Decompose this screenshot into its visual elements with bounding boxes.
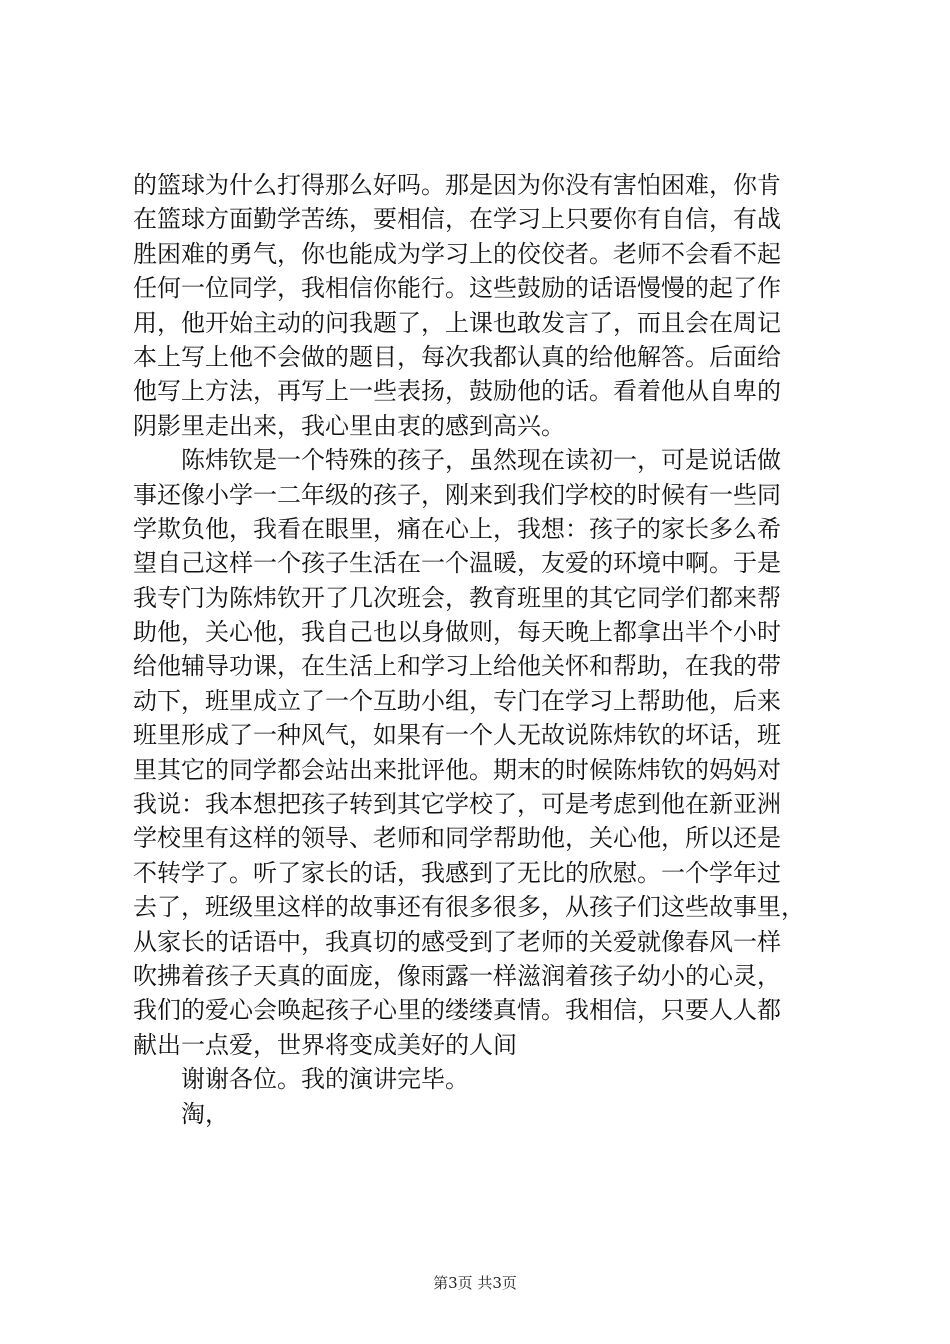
closing-line: 谢谢各位。我的演讲完毕。	[181, 1065, 469, 1094]
text-line: 胜困难的勇气，你也能成为学习上的佼佼者。老师不会看不起	[133, 239, 781, 268]
text-line: 我说：我本想把孩子转到其它学校了，可是考虑到他在新亚洲	[133, 790, 781, 819]
text-line: 学校里有这样的领导、老师和同学帮助他，关心他，所以还是	[133, 824, 781, 853]
text-line: 学欺负他，我看在眼里，痛在心上，我想：孩子的家长多么希	[133, 514, 781, 543]
text-line: 在篮球方面勤学苦练，要相信，在学习上只要你有自信，有战	[133, 205, 781, 234]
text-line: 任何一位同学，我相信你能行。这些鼓励的话语慢慢的起了作	[133, 274, 781, 303]
text-line: 从家长的话语中，我真切的感受到了老师的关爱就像春风一样	[133, 927, 781, 956]
text-line: 不转学了。听了家长的话，我感到了无比的欣慰。一个学年过	[133, 858, 781, 887]
closing-fragment-line: 淘，	[181, 1099, 229, 1128]
text-line: 用，他开始主动的问我题了，上课也敢发言了，而且会在周记	[133, 308, 781, 337]
text-line: 望自己这样一个孩子生活在一个温暖，友爱的环境中啊。于是	[133, 549, 781, 578]
text-line: 里其它的同学都会站出来批评他。期末的时候陈炜钦的妈妈对	[133, 755, 781, 784]
text-line: 给他辅导功课，在生活上和学习上给他关怀和帮助，在我的带	[133, 652, 781, 681]
text-line: 去了，班级里这样的故事还有很多很多，从孩子们这些故事里，	[133, 893, 805, 922]
text-line: 班里形成了一种风气，如果有一个人无故说陈炜钦的坏话，班	[133, 721, 781, 750]
paragraph-start-line: 陈炜钦是一个特殊的孩子，虽然现在读初一，可是说话做	[181, 446, 781, 475]
text-line: 动下，班里成立了一个互助小组，专门在学习上帮助他，后来	[133, 686, 781, 715]
text-line: 的篮球为什么打得那么好吗。那是因为你没有害怕困难，你肯	[133, 171, 781, 199]
text-line: 吹拂着孩子天真的面庞，像雨露一样滋润着孩子幼小的心灵，	[133, 961, 781, 990]
text-line: 献出一点爱，世界将变成美好的人间	[133, 1030, 517, 1059]
text-line: 我专门为陈炜钦开了几次班会，教育班里的其它同学们都来帮	[133, 583, 781, 612]
body-text	[133, 168, 837, 1131]
text-line: 事还像小学一二年级的孩子，刚来到我们学校的时候有一些同	[133, 480, 781, 509]
page-footer: 第3页 共3页	[433, 1274, 517, 1292]
text-line: 阴影里走出来，我心里由衷的感到高兴。	[133, 411, 565, 440]
text-line: 本上写上他不会做的题目，每次我都认真的给他解答。后面给	[133, 342, 781, 371]
text-line: 他写上方法，再写上一些表扬，鼓励他的话。看着他从自卑的	[133, 377, 781, 406]
text-line: 我们的爱心会唤起孩子心里的缕缕真情。我相信，只要人人都	[133, 996, 781, 1025]
text-line: 助他，关心他，我自己也以身做则，每天晚上都拿出半个小时	[133, 618, 781, 647]
